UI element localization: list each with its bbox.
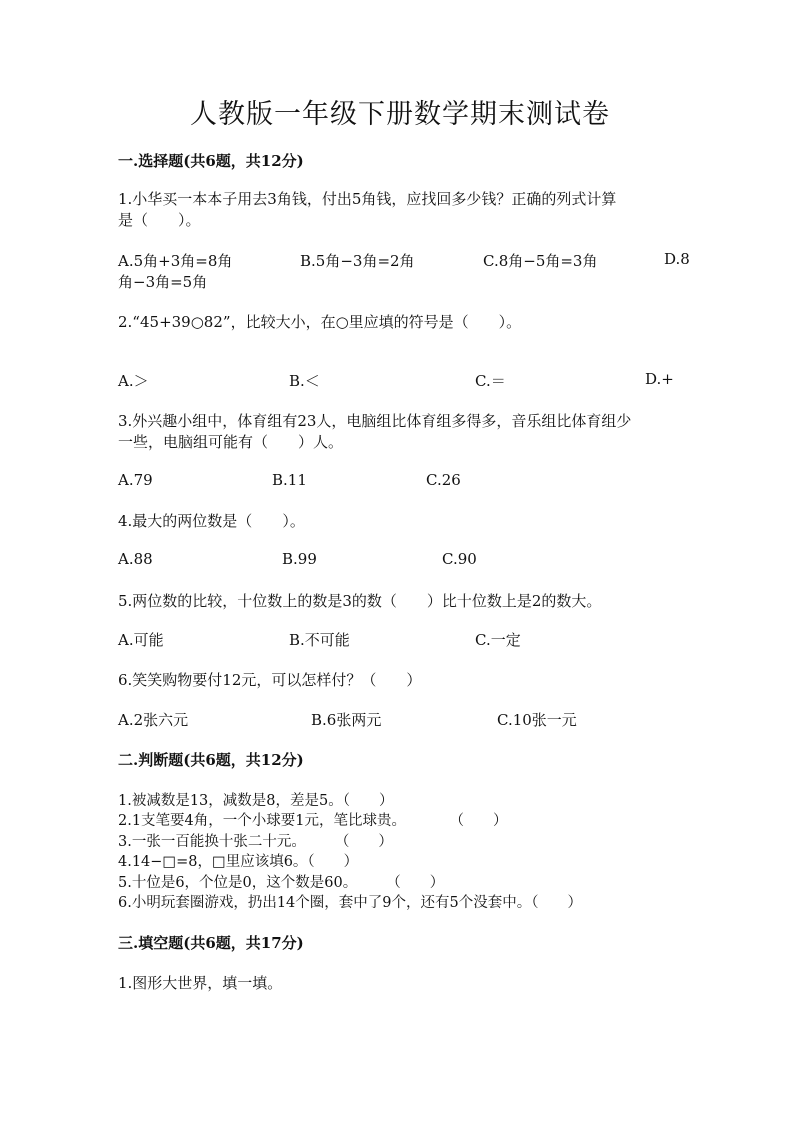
option-b: B.不可能 [289, 631, 350, 649]
option-c: C.90 [442, 550, 477, 568]
option-b: B.11 [272, 471, 307, 489]
question-line: 3.外兴趣小组中，体育组有23人，电脑组比体育组多得多，音乐组比体育组少 [118, 412, 632, 430]
judge-item: 4.14−□=8，□里应该填6。（ ） [118, 854, 359, 870]
option-a: A.2张六元 [118, 711, 189, 729]
judge-item: 2.1支笔要4角，一个小球要1元，笔比球贵。 （ ） [118, 813, 508, 829]
section-heading-fill: 三.填空题(共6题，共17分) [118, 934, 304, 952]
section-heading-judge: 二.判断题(共6题，共12分) [118, 751, 304, 769]
question-line: 1.小华买一本本子用去3角钱，付出5角钱，应找回多少钱？正确的列式计算 [118, 190, 617, 208]
question-line: 2.“45+39○82”，比较大小，在○里应填的符号是（ ）。 [118, 313, 522, 331]
option-continuation: 角−3角=5角 [118, 273, 208, 291]
section-heading-choice: 一.选择题(共6题，共12分) [118, 152, 304, 170]
option-a: A.88 [118, 550, 153, 568]
question-line: 一些，电脑组可能有（ ）人。 [118, 433, 344, 451]
judge-item: 6.小明玩套圈游戏，扔出14个圈，套中了9个，还有5个没套中。（ ） [118, 895, 582, 911]
question-line: 是（ ）。 [118, 211, 201, 229]
option-c: C.一定 [475, 631, 521, 649]
page-title: 人教版一年级下册数学期末测试卷 [190, 99, 610, 130]
option-c: C.8角−5角=3角 [483, 252, 598, 270]
option-b: B.＜ [289, 372, 320, 390]
judge-item: 5.十位是6，个位是0，这个数是60。 （ ） [118, 875, 445, 891]
question-line: 5.两位数的比较，十位数上的数是3的数（ ）比十位数上是2的数大。 [118, 592, 602, 610]
option-d: D.+ [645, 370, 674, 388]
option-a: A.79 [118, 471, 153, 489]
option-b: B.5角−3角=2角 [300, 252, 415, 270]
question-line: 1.图形大世界，填一填。 [118, 974, 283, 992]
option-b: B.6张两元 [311, 711, 382, 729]
option-b: B.99 [282, 550, 317, 568]
option-a: A.5角+3角=8角 [118, 252, 233, 270]
option-c: C.10张一元 [497, 711, 577, 729]
option-d: D.8 [664, 250, 690, 268]
option-a: A.可能 [118, 631, 164, 649]
judge-item: 3.一张一百能换十张二十元。 （ ） [118, 834, 393, 850]
question-line: 6.笑笑购物要付12元，可以怎样付？（ ） [118, 671, 422, 689]
option-c: C.＝ [475, 372, 506, 390]
option-a: A.＞ [118, 372, 149, 390]
judge-item: 1.被减数是13，减数是8，差是5。（ ） [118, 793, 394, 809]
question-line: 4.最大的两位数是（ ）。 [118, 512, 305, 530]
option-c: C.26 [426, 471, 461, 489]
